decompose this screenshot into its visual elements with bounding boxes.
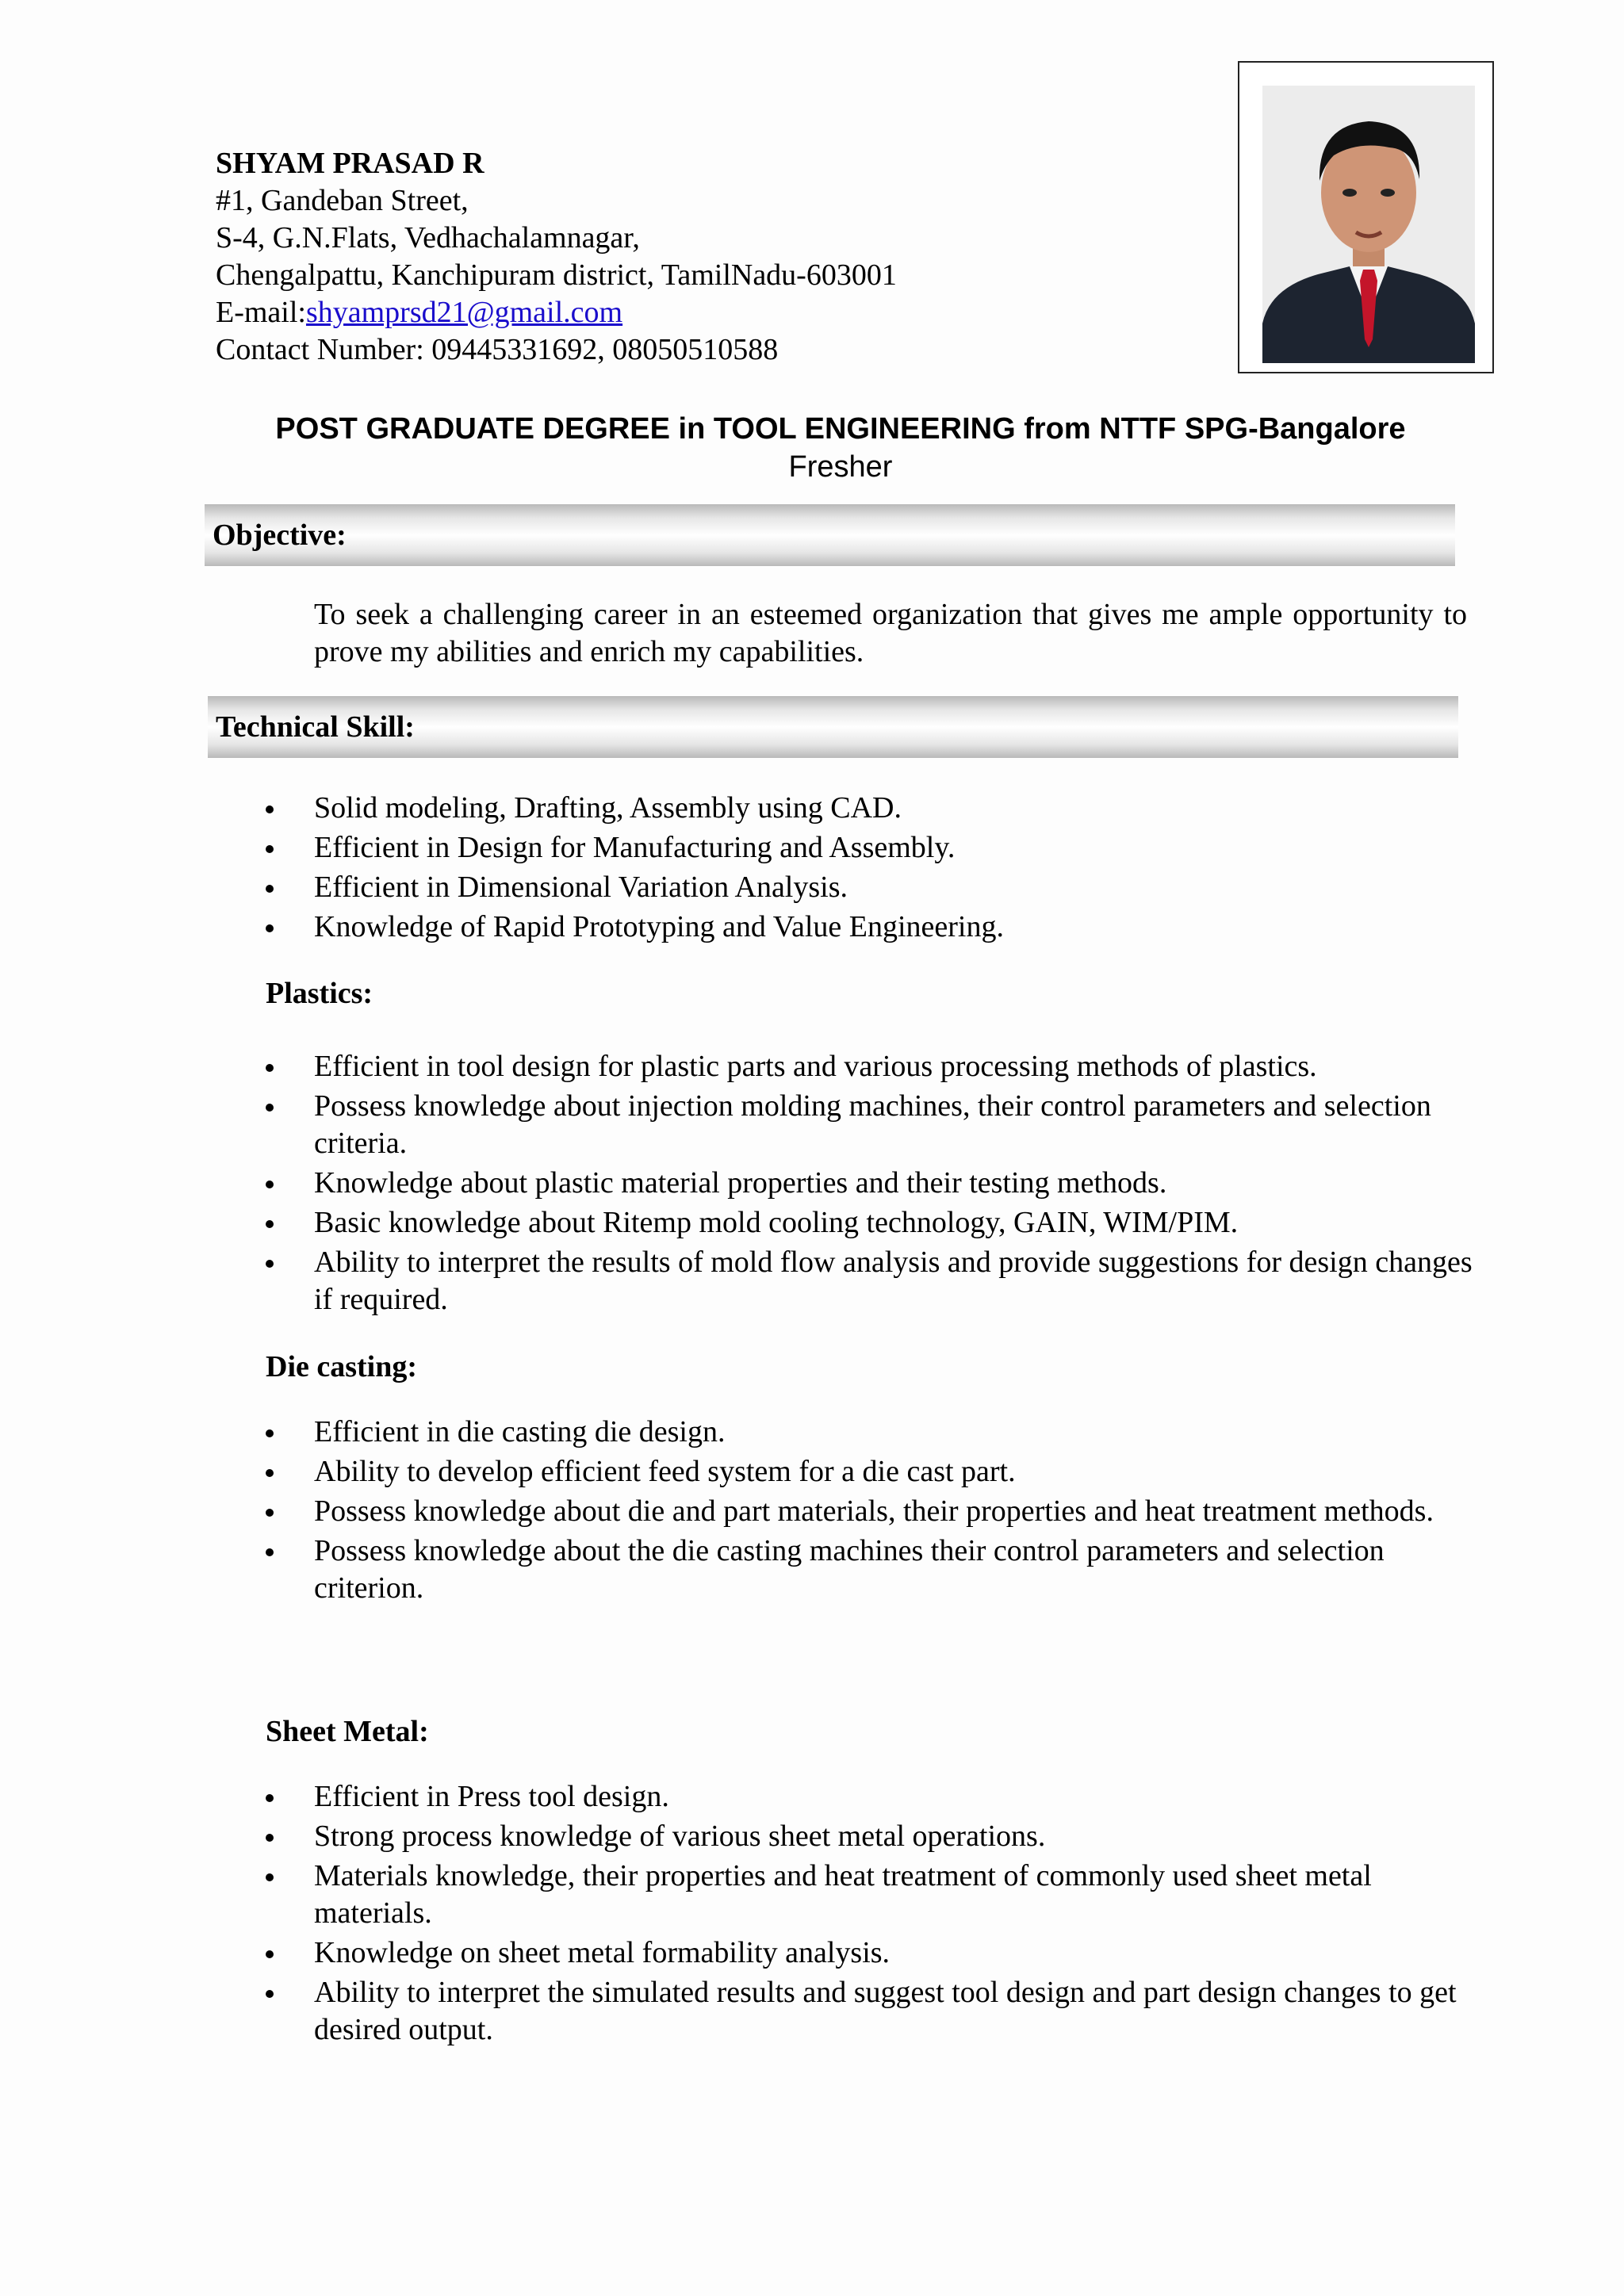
candidate-status: Fresher <box>788 450 893 484</box>
list-item: Efficient in die casting die design. <box>314 1414 1488 1451</box>
list-item: Knowledge about plastic material properties and their testing methods. <box>314 1165 1488 1202</box>
plastics-list <box>314 1048 1488 1321</box>
list-item: Possess knowledge about injection molding machines, their control parameters and selection criteria. <box>314 1088 1488 1162</box>
list-item: Efficient in Design for Manufacturing and Assembly. <box>314 829 1488 867</box>
person-portrait-icon <box>1262 86 1475 363</box>
list-item: Knowledge on sheet metal formability analysis. <box>314 1934 1488 1972</box>
list-item: Materials knowledge, their properties and heat treatment of commonly used sheet metal materials. <box>314 1858 1488 1932</box>
objective-section-header: Objective: <box>205 504 1455 566</box>
address-line-2: S-4, G.N.Flats, Vedhachalamnagar, <box>216 221 640 254</box>
candidate-name: SHYAM PRASAD R <box>216 147 485 180</box>
technical-skill-section-header: Technical Skill: <box>208 696 1458 758</box>
list-item: Solid modeling, Drafting, Assembly using CAD. <box>314 790 1488 827</box>
address-line-1: #1, Gandeban Street, <box>216 184 469 217</box>
sheet-metal-heading: Sheet Metal: <box>266 1715 429 1748</box>
contact-number: Contact Number: 09445331692, 08050510588 <box>216 333 779 366</box>
list-item: Knowledge of Rapid Prototyping and Value Engineering. <box>314 909 1488 946</box>
list-item: Possess knowledge about the die casting machines their control parameters and selection criterion. <box>314 1533 1488 1607</box>
die-casting-list <box>314 1414 1488 1609</box>
list-item: Strong process knowledge of various sheet metal operations. <box>314 1818 1488 1855</box>
die-casting-heading: Die casting: <box>266 1350 418 1383</box>
list-item: Basic knowledge about Ritemp mold cooling technology, GAIN, WIM/PIM. <box>314 1204 1488 1242</box>
technical-skill-list <box>314 790 1488 948</box>
list-item: Efficient in Press tool design. <box>314 1778 1488 1816</box>
email-link[interactable]: shyamprsd21@gmail.com <box>305 296 623 329</box>
contact-block <box>216 145 897 369</box>
email-row <box>216 294 897 331</box>
list-item: Efficient in Dimensional Variation Analysis. <box>314 869 1488 906</box>
list-item: Ability to interpret the simulated results and suggest tool design and part design changes to get desired output. <box>314 1974 1488 2049</box>
email-label: E-mail: <box>216 296 306 329</box>
list-item: Ability to develop efficient feed system for a die cast part. <box>314 1453 1488 1490</box>
degree-headline: POST GRADUATE DEGREE in TOOL ENGINEERING from NTTF SPG-Bangalore <box>275 412 1406 446</box>
plastics-heading: Plastics: <box>266 977 373 1010</box>
address-line-3: Chengalpattu, Kanchipuram district, TamilNadu-603001 <box>216 258 897 292</box>
list-item: Possess knowledge about die and part materials, their properties and heat treatment methods. <box>314 1493 1488 1530</box>
list-item: Efficient in tool design for plastic parts and various processing methods of plastics. <box>314 1048 1488 1085</box>
objective-text: To seek a challenging career in an esteemed organization that gives me ample opportunity to prove my abilities and enrich my capabilities. <box>314 598 1467 668</box>
list-item: Ability to interpret the results of mold flow analysis and provide suggestions for design changes if required. <box>314 1244 1488 1318</box>
sheet-metal-list <box>314 1778 1488 2051</box>
profile-photo <box>1262 86 1475 363</box>
